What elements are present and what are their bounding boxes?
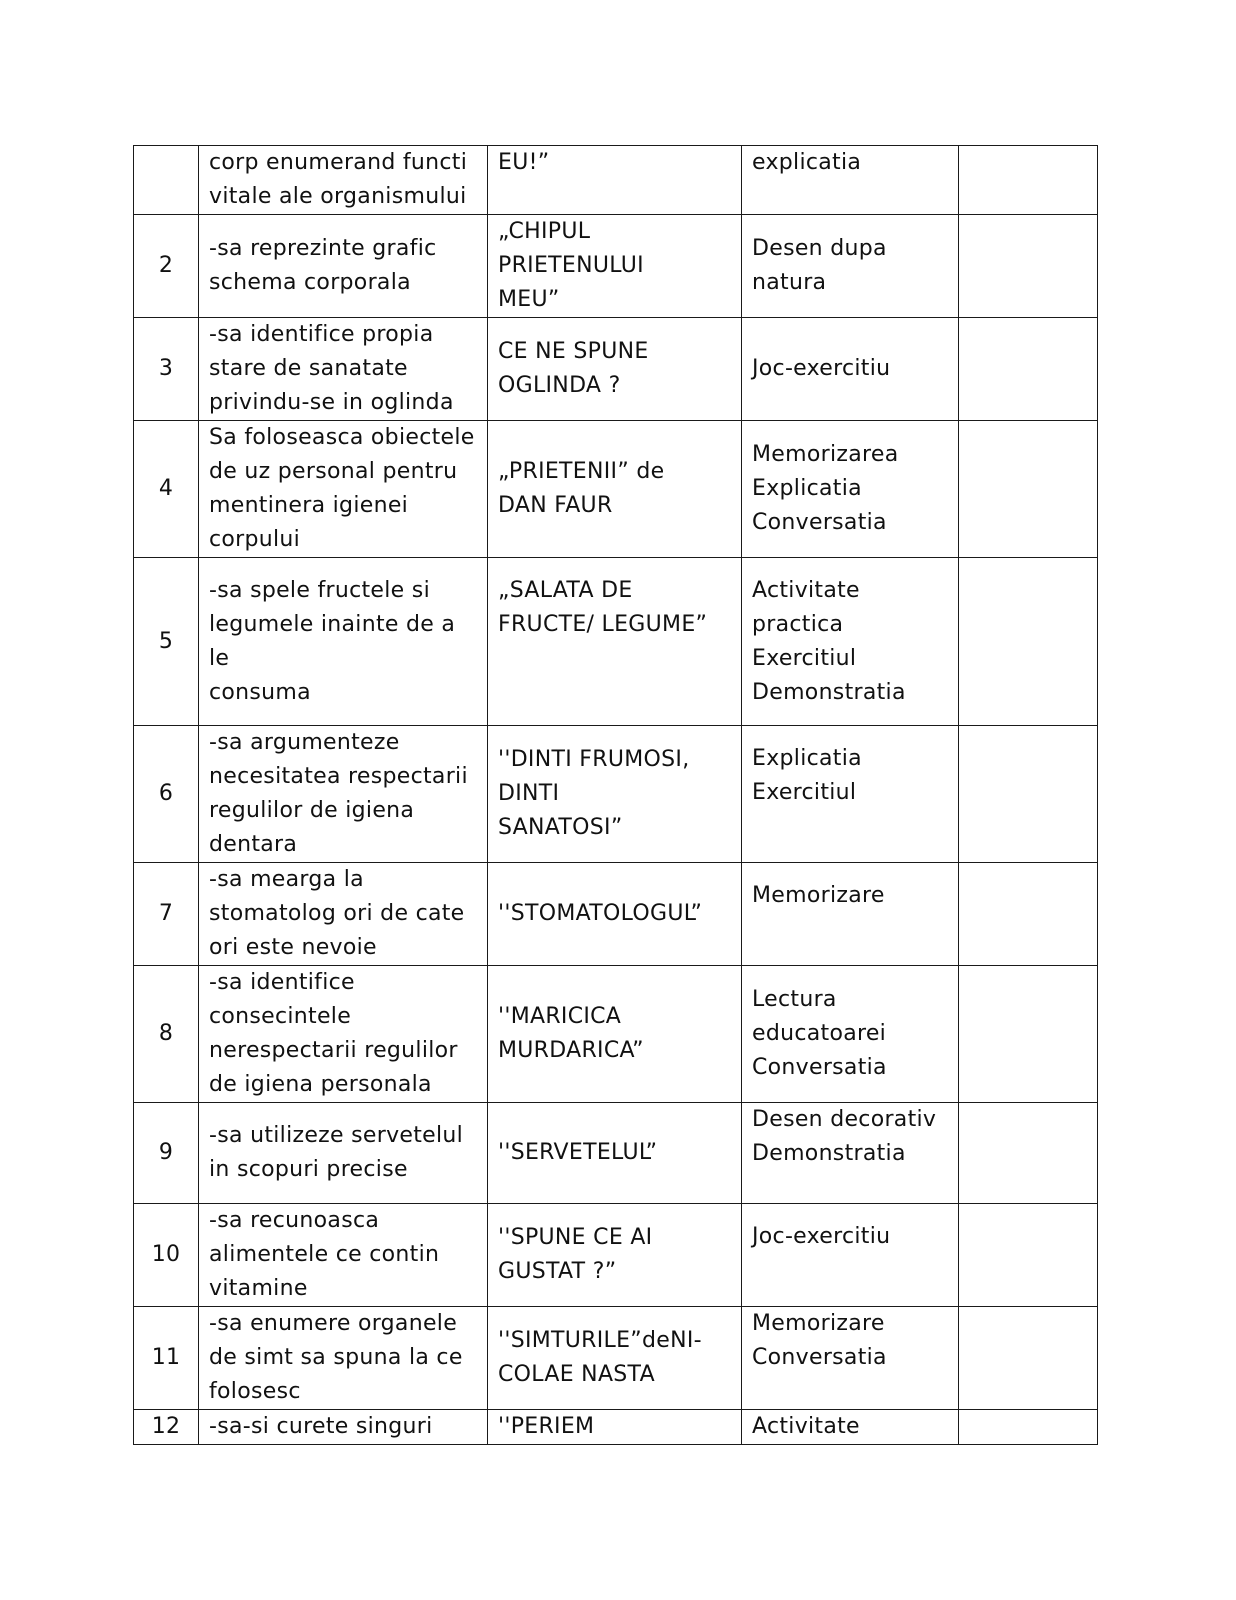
notes-cell bbox=[959, 1410, 1098, 1445]
objective-cell: -sa utilizeze servetelul in scopuri precise bbox=[199, 1103, 488, 1204]
objective-cell: -sa argumenteze necesitatea respectarii regulilor de igiena dentara bbox=[199, 726, 488, 863]
objective-cell: corp enumerand functi vitale ale organismului bbox=[199, 146, 488, 215]
objective-cell: -sa recunoasca alimentele ce contin vitamine bbox=[199, 1204, 488, 1307]
row-number: 4 bbox=[134, 421, 199, 558]
notes-cell bbox=[959, 1307, 1098, 1410]
objective-cell: Sa foloseasca obiectele de uz personal pentru mentinera igienei corpului bbox=[199, 421, 488, 558]
notes-cell bbox=[959, 421, 1098, 558]
activity-title-cell: ''DINTI FRUMOSI, DINTI SANATOSI” bbox=[488, 726, 742, 863]
notes-cell bbox=[959, 318, 1098, 421]
notes-cell bbox=[959, 966, 1098, 1103]
activity-title-cell: „PRIETENII” de DAN FAUR bbox=[488, 421, 742, 558]
notes-cell bbox=[959, 146, 1098, 215]
activity-title-cell: ''PERIEM bbox=[488, 1410, 742, 1445]
table-row bbox=[134, 558, 1098, 726]
table-row bbox=[134, 966, 1098, 1103]
row-number: 9 bbox=[134, 1103, 199, 1204]
table-row bbox=[134, 1204, 1098, 1307]
method-cell: Memorizarea Explicatia Conversatia bbox=[742, 421, 959, 558]
table-row bbox=[134, 318, 1098, 421]
notes-cell bbox=[959, 1204, 1098, 1307]
activity-title-cell: ''STOMATOLOGUL” bbox=[488, 863, 742, 966]
activity-title-cell: ''MARICICA MURDARICA” bbox=[488, 966, 742, 1103]
notes-cell bbox=[959, 558, 1098, 726]
activity-title-cell: ''SERVETELUL” bbox=[488, 1103, 742, 1204]
method-cell: Lectura educatoarei Conversatia bbox=[742, 966, 959, 1103]
method-cell: Memorizare Conversatia bbox=[742, 1307, 959, 1410]
activity-title-cell: ''SPUNE CE AI GUSTAT ?” bbox=[488, 1204, 742, 1307]
method-cell: Memorizare bbox=[742, 863, 959, 966]
row-number bbox=[134, 146, 199, 215]
row-number: 3 bbox=[134, 318, 199, 421]
objective-cell: -sa spele fructele si legumele inainte de a le consuma bbox=[199, 558, 488, 726]
table-row bbox=[134, 421, 1098, 558]
row-number: 5 bbox=[134, 558, 199, 726]
method-cell: Activitate practica Exercitiul Demonstratia bbox=[742, 558, 959, 726]
activity-title-cell: CE NE SPUNE OGLINDA ? bbox=[488, 318, 742, 421]
method-cell: Joc-exercitiu bbox=[742, 318, 959, 421]
row-number: 11 bbox=[134, 1307, 199, 1410]
row-number: 10 bbox=[134, 1204, 199, 1307]
objective-cell: -sa-si curete singuri bbox=[199, 1410, 488, 1445]
row-number: 2 bbox=[134, 215, 199, 318]
objective-cell: -sa identifice propia stare de sanatate privindu-se in oglinda bbox=[199, 318, 488, 421]
notes-cell bbox=[959, 863, 1098, 966]
row-number: 12 bbox=[134, 1410, 199, 1445]
method-cell: explicatia bbox=[742, 146, 959, 215]
objective-cell: -sa mearga la stomatolog ori de cate ori este nevoie bbox=[199, 863, 488, 966]
row-number: 7 bbox=[134, 863, 199, 966]
method-cell: Joc-exercitiu bbox=[742, 1204, 959, 1307]
objective-cell: -sa enumere organele de simt sa spuna la ce folosesc bbox=[199, 1307, 488, 1410]
method-cell: Activitate bbox=[742, 1410, 959, 1445]
activity-title-cell: ''SIMTURILE”deNI- COLAE NASTA bbox=[488, 1307, 742, 1410]
activity-title-cell: „CHIPUL PRIETENULUI MEU” bbox=[488, 215, 742, 318]
method-cell: Desen decorativ Demonstratia bbox=[742, 1103, 959, 1204]
notes-cell bbox=[959, 1103, 1098, 1204]
notes-cell bbox=[959, 726, 1098, 863]
table-row bbox=[134, 1410, 1098, 1445]
activity-title-cell: „SALATA DE FRUCTE/ LEGUME” bbox=[488, 558, 742, 726]
method-cell: Explicatia Exercitiul bbox=[742, 726, 959, 863]
table-row bbox=[134, 215, 1098, 318]
table-row bbox=[134, 1103, 1098, 1204]
table-row bbox=[134, 146, 1098, 215]
table-row bbox=[134, 863, 1098, 966]
notes-cell bbox=[959, 215, 1098, 318]
objective-cell: -sa identifice consecintele nerespectarii regulilor de igiena personala bbox=[199, 966, 488, 1103]
table-row bbox=[134, 1307, 1098, 1410]
row-number: 6 bbox=[134, 726, 199, 863]
objective-cell: -sa reprezinte grafic schema corporala bbox=[199, 215, 488, 318]
row-number: 8 bbox=[134, 966, 199, 1103]
method-cell: Desen dupa natura bbox=[742, 215, 959, 318]
table-row bbox=[134, 726, 1098, 863]
activity-title-cell: EU!” bbox=[488, 146, 742, 215]
activities-table bbox=[133, 145, 1098, 1445]
